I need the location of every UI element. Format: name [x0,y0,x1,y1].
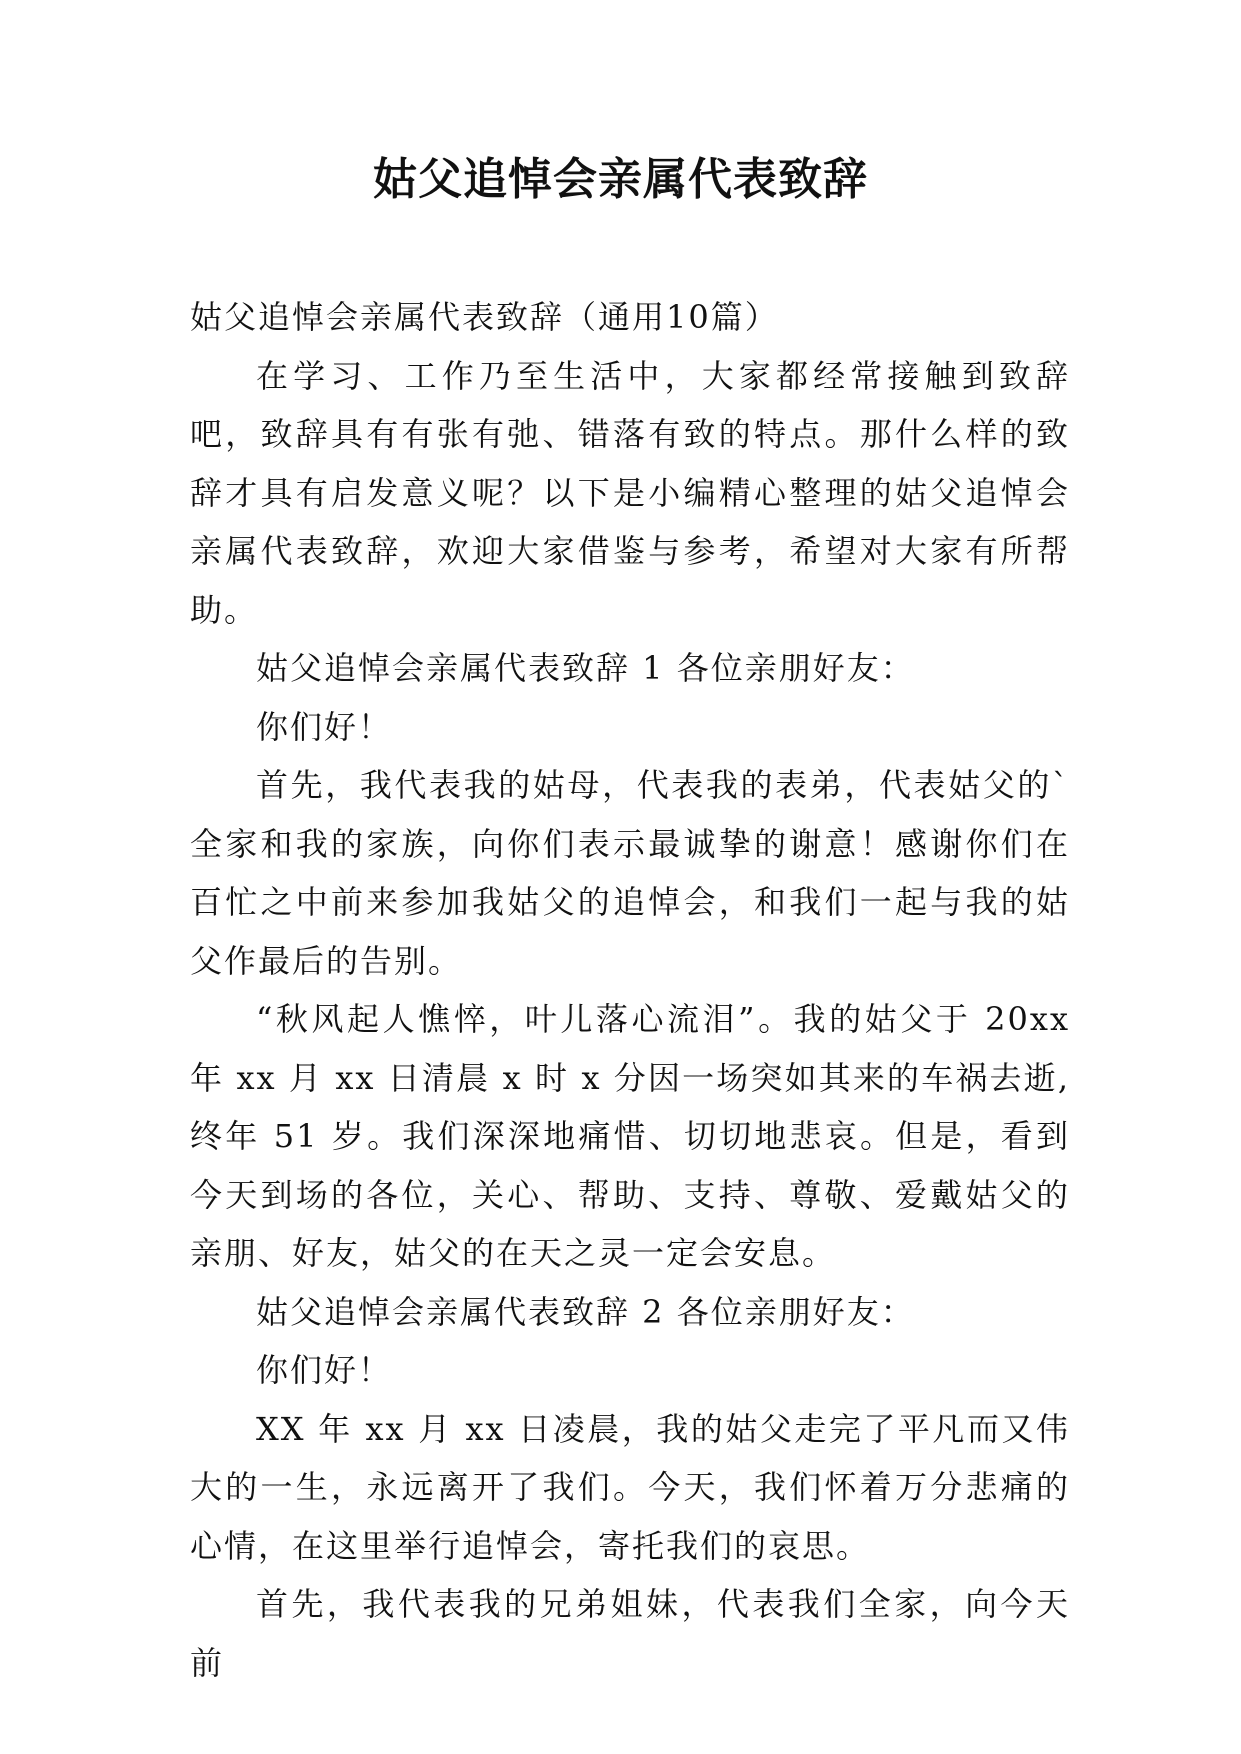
speech-1-paragraph-memorial: “秋风起人憔悴，叶儿落心流泪”。我的姑父于 20xx 年 xx 月 xx 日清晨 x 时 x 分因一场突如其来的车祸去逝,终年 51 岁。我们深深地痛惜、切切地悲哀。但是，看到今天到场的各位，关心、帮助、支持、尊敬、爱戴姑父的亲朋、好友，姑父的在天之灵一定会安息。 [190,1000,1070,1272]
speech-1-greeting: 你们好！ [256,707,393,746]
document-body [190,288,1070,1692]
subtitle-paragraph: 姑父追悼会亲属代表致辞（通用10篇） [190,298,779,336]
speech-1-paragraph-thanks: 首先，我代表我的姑母，代表我的表弟，代表姑父的`全家和我的家族，向你们表示最诚挚的谢意！感谢你们在百忙之中前来参加我姑父的追悼会，和我们一起与我的姑父作最后的告别。 [190,766,1070,980]
speech-2-paragraph-thanks: 首先，我代表我的兄弟姐妹，代表我们全家，向今天前 [190,1585,1070,1682]
intro-paragraph: 在学习、工作乃至生活中，大家都经常接触到致辞吧，致辞具有有张有弛、错落有致的特点。那什么样的致辞才具有启发意义呢？以下是小编精心整理的姑父追悼会亲属代表致辞，欢迎大家借鉴与参考，希望对大家有所帮助。 [190,356,1070,629]
speech-2-heading: 姑父追悼会亲属代表致辞 2 各位亲朋好友： [256,1292,915,1331]
speech-1-heading: 姑父追悼会亲属代表致辞 1 各位亲朋好友： [256,649,915,687]
speech-2-paragraph-passing: XX 年 xx 月 xx 日凌晨，我的姑父走完了平凡而又伟大的一生，永远离开了我们。今天，我们怀着万分悲痛的心情，在这里举行追悼会，寄托我们的哀思。 [190,1409,1070,1565]
document-title: 姑父追悼会亲属代表致辞 [373,154,868,205]
speech-2-greeting: 你们好！ [256,1351,393,1389]
